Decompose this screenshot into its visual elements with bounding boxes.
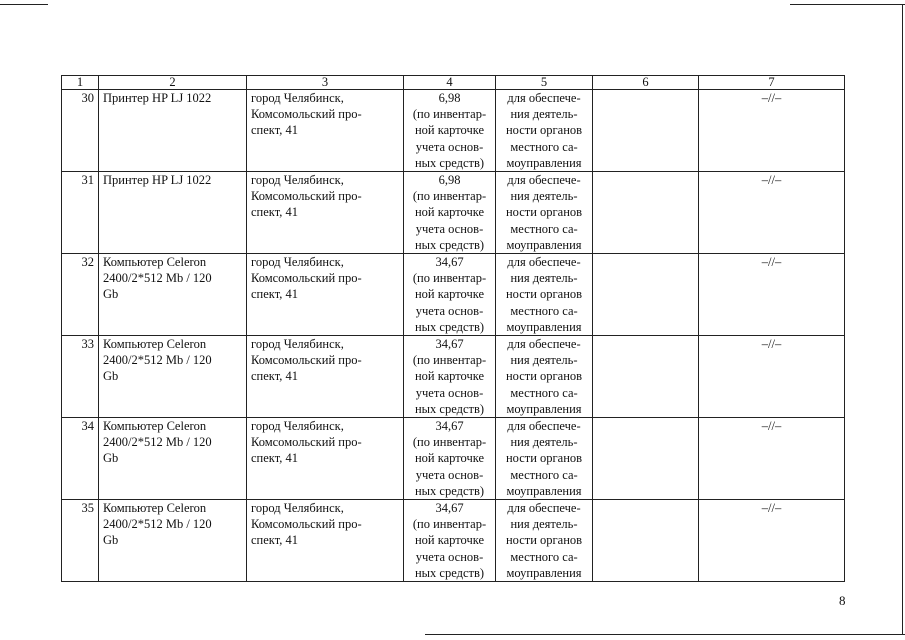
scan-edge-bottom (425, 634, 905, 635)
header-cell: 6 (593, 76, 699, 90)
item-cost: 34,67 (по инвентар- ной карточке учета основ- ных средств) (404, 254, 496, 336)
col6-cell (593, 500, 699, 582)
inventory-table (61, 75, 845, 582)
item-cost: 6,98 (по инвентар- ной карточке учета основ- ных средств) (404, 90, 496, 172)
item-address: город Челябинск, Комсомольский про- спект, 41 (247, 90, 404, 172)
item-purpose: для обеспече- ния деятель- ности органов местного са- моуправления (496, 336, 593, 418)
header-cell: 1 (62, 76, 99, 90)
item-address: город Челябинск, Комсомольский про- спект, 41 (247, 500, 404, 582)
item-purpose: для обеспече- ния деятель- ности органов местного са- моуправления (496, 500, 593, 582)
item-name: Компьютер Celeron 2400/2*512 Mb / 120 Gb (99, 336, 247, 418)
table-row (62, 336, 845, 418)
scan-edge-top-right (790, 4, 905, 5)
item-address: город Челябинск, Комсомольский про- спект, 41 (247, 418, 404, 500)
table-row (62, 172, 845, 254)
item-name: Принтер HP LJ 1022 (99, 172, 247, 254)
header-cell: 4 (404, 76, 496, 90)
page-number: 8 (839, 593, 846, 608)
table-row (62, 254, 845, 336)
header-cell: 2 (99, 76, 247, 90)
item-address: город Челябинск, Комсомольский про- спект, 41 (247, 172, 404, 254)
item-address: город Челябинск, Комсомольский про- спект, 41 (247, 336, 404, 418)
table-row (62, 418, 845, 500)
table-row (62, 90, 845, 172)
item-purpose: для обеспече- ния деятель- ности органов местного са- моуправления (496, 418, 593, 500)
item-cost: 34,67 (по инвентар- ной карточке учета основ- ных средств) (404, 336, 496, 418)
col7-cell: –//– (699, 418, 845, 500)
col6-cell (593, 254, 699, 336)
col7-cell: –//– (699, 172, 845, 254)
item-name: Компьютер Celeron 2400/2*512 Mb / 120 Gb (99, 254, 247, 336)
col6-cell (593, 90, 699, 172)
item-cost: 34,67 (по инвентар- ной карточке учета основ- ных средств) (404, 500, 496, 582)
col6-cell (593, 418, 699, 500)
col6-cell (593, 336, 699, 418)
item-name: Компьютер Celeron 2400/2*512 Mb / 120 Gb (99, 418, 247, 500)
item-purpose: для обеспече- ния деятель- ности органов местного са- моуправления (496, 254, 593, 336)
header-cell: 7 (699, 76, 845, 90)
item-purpose: для обеспече- ния деятель- ности органов местного са- моуправления (496, 172, 593, 254)
item-purpose: для обеспече- ния деятель- ности органов местного са- моуправления (496, 90, 593, 172)
item-address: город Челябинск, Комсомольский про- спект, 41 (247, 254, 404, 336)
item-cost: 34,67 (по инвентар- ной карточке учета основ- ных средств) (404, 418, 496, 500)
scan-edge-top-left (0, 4, 48, 5)
row-number: 34 (62, 418, 99, 500)
row-number: 31 (62, 172, 99, 254)
row-number: 33 (62, 336, 99, 418)
item-cost: 6,98 (по инвентар- ной карточке учета основ- ных средств) (404, 172, 496, 254)
row-number: 35 (62, 500, 99, 582)
item-name: Принтер HP LJ 1022 (99, 90, 247, 172)
table-row (62, 500, 845, 582)
header-row (62, 76, 845, 90)
col7-cell: –//– (699, 336, 845, 418)
row-number: 32 (62, 254, 99, 336)
item-name: Компьютер Celeron 2400/2*512 Mb / 120 Gb (99, 500, 247, 582)
scan-edge-right (902, 4, 903, 634)
col7-cell: –//– (699, 254, 845, 336)
row-number: 30 (62, 90, 99, 172)
header-cell: 5 (496, 76, 593, 90)
col6-cell (593, 172, 699, 254)
header-cell: 3 (247, 76, 404, 90)
col7-cell: –//– (699, 90, 845, 172)
col7-cell: –//– (699, 500, 845, 582)
